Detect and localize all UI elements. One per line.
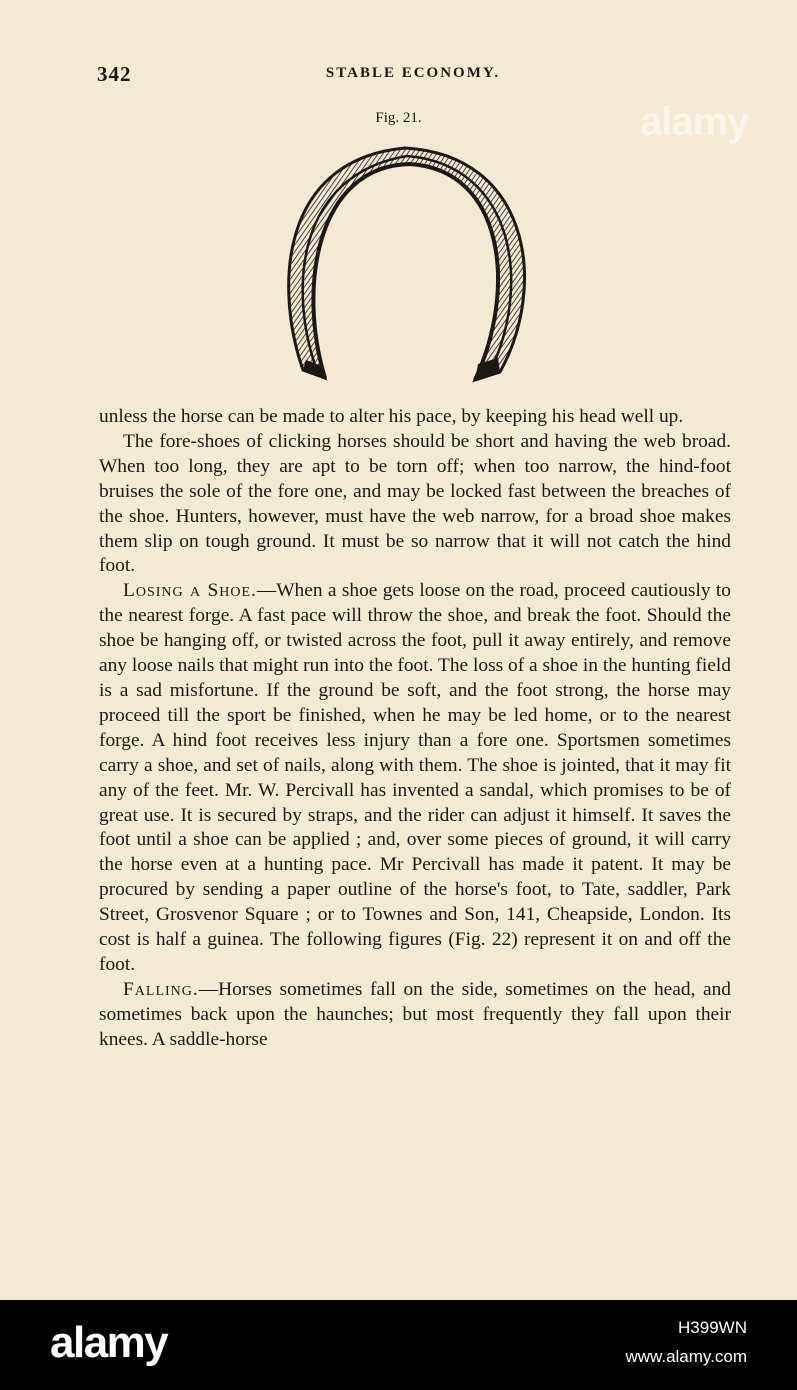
paragraph-losing-a-shoe-text: —When a shoe gets loose on the road, proceed cautiously to the nearest forge. A fast pace will throw the shoe, and break the foot. Should the shoe be hanging off, or twisted across the foot, pull it away entirely, and remove any loose nails that might run into the foot. The loss of a shoe in the hunting field is a sad misfortune. If the ground be soft, and the foot strong, the horse may proceed till the sport be finished, when he may be led home, or to the nearest forge. A hind foot receives less injury than a fore one. Sportsmen sometimes carry a shoe, and set of nails, along with them. The shoe is jointed, that it may fit any of the feet. Mr. W. Percivall has invented a sandal, which promises to be of great use. It is secured by straps, and the rider can adjust it himself. It saves the foot until a shoe can be applied ; and, over some pieces of ground, it will carry the horse even at a hunting pace. Mr Percivall has made it patent. It may be procured by sending a paper outline of the horse's foot, to Tate, saddler, Park Street, Grosvenor Square ; or to Townes and Son, 141, Cheapside, London. Its cost is half a guinea. The following figures (Fig. 22) represent it on and off the foot. xyxy=(99,580,731,975)
page-number: 342 xyxy=(97,62,132,86)
figure-caption: Fig. 21. xyxy=(375,110,422,126)
paragraph-losing-a-shoe xyxy=(99,579,731,978)
alamy-logo: alamy xyxy=(50,1318,168,1367)
paragraph-fore-shoes: The fore-shoes of clicking horses should be short and having the web broad. When too long, they are apt to be torn off; when too narrow, the hind-foot bruises the sole of the fore one, and may be locked fast between the breaches of the shoe. Hunters, however, must have the web narrow, for a broad shoe makes them slip on tough ground. It must be so narrow that it will not catch the hind foot. xyxy=(99,430,731,577)
watermark: alamy xyxy=(640,100,749,144)
stock-footer xyxy=(0,1300,797,1390)
body-text xyxy=(99,405,731,1053)
page-header xyxy=(97,62,729,90)
paragraph-falling-text: —Horses sometimes fall on the side, sometimes on the head, and sometimes back upon the haunches; but most frequently they fall upon their knees. A saddle-horse xyxy=(99,978,731,1050)
paragraph-continued: unless the horse can be made to alter his pace, by keeping his head well up. xyxy=(99,406,684,427)
horseshoe-inner-edge xyxy=(313,164,498,380)
image-id: H399WN xyxy=(678,1318,747,1337)
section-heading-losing-a-shoe: Losing a Shoe. xyxy=(123,580,257,602)
running-title: STABLE ECONOMY. xyxy=(325,65,501,81)
footer-url[interactable]: www.alamy.com xyxy=(625,1347,747,1366)
section-heading-falling: Falling. xyxy=(123,978,199,1000)
horseshoe-illustration xyxy=(270,140,545,390)
paragraph-falling xyxy=(99,978,731,1053)
